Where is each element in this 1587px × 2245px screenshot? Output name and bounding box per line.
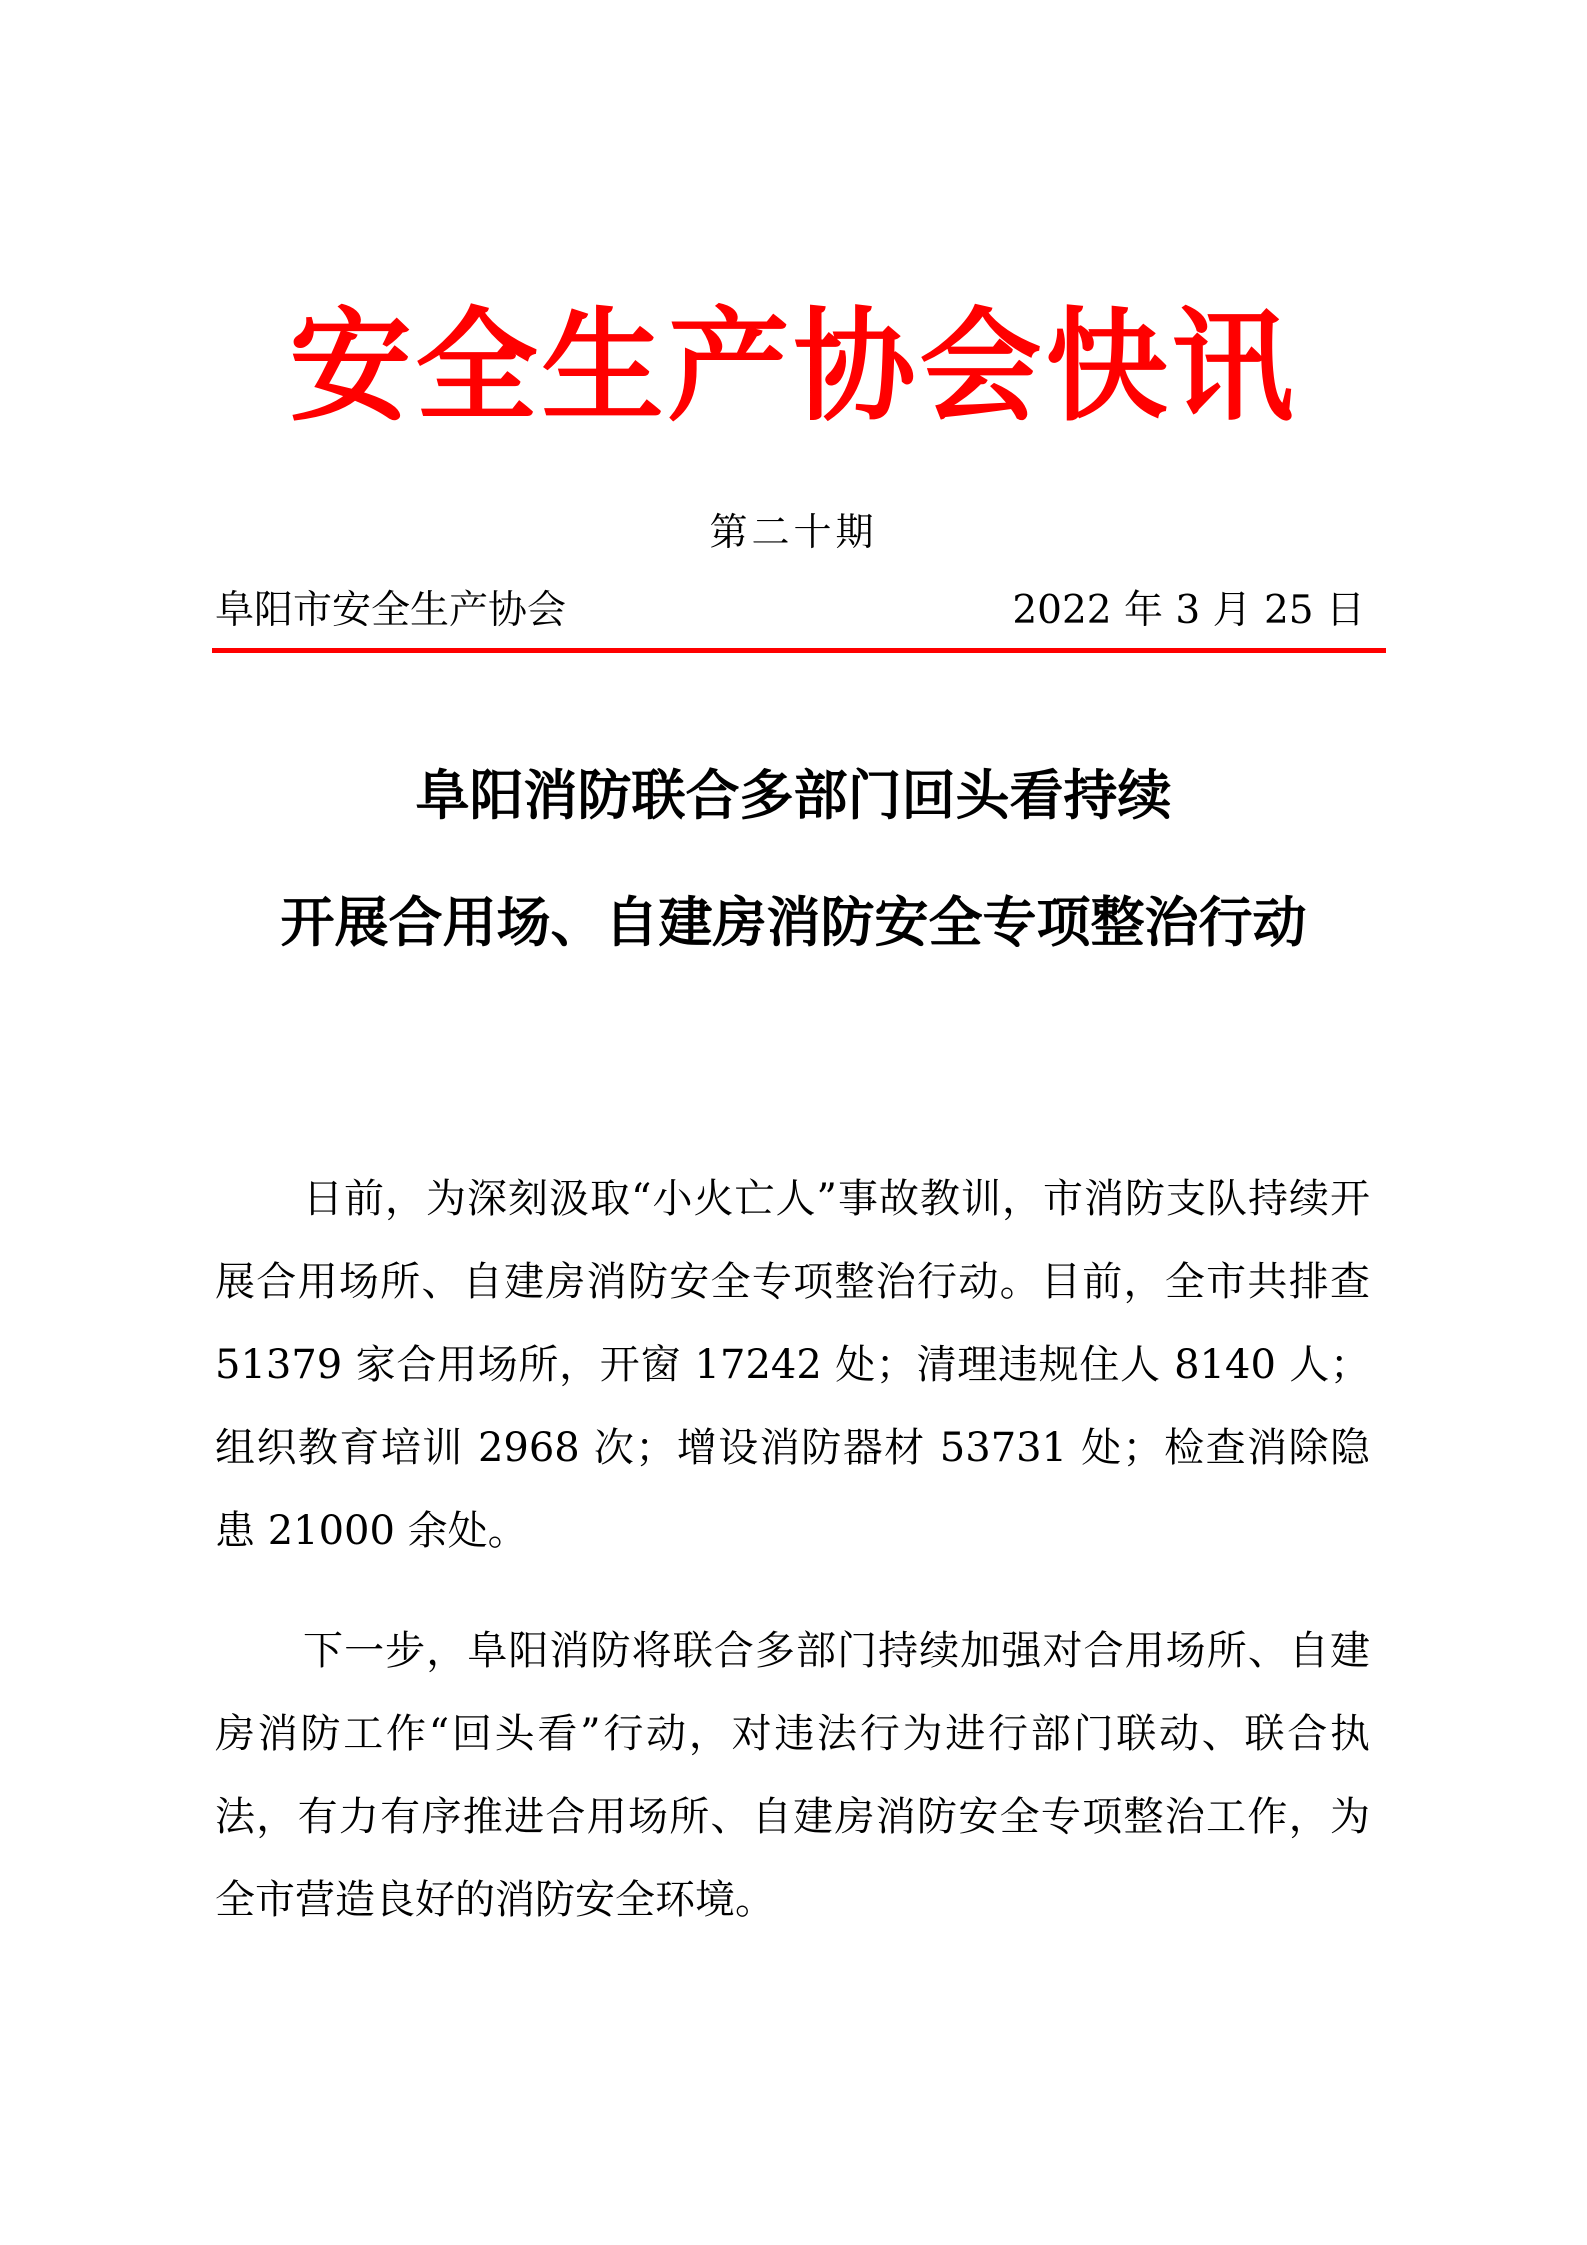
issue-number: 第二十期 xyxy=(709,510,878,554)
red-divider-rule xyxy=(212,648,1386,653)
organization-name: 阜阳市安全生产协会 xyxy=(215,588,567,633)
meta-row xyxy=(215,588,1365,634)
publish-date: 2022 年 3 月 25 日 xyxy=(1012,588,1365,633)
article-paragraph-1: 日前，为深刻汲取“小火亡人”事故教训，市消防支队持续开展合用场所、自建房消防安全专项整治行动。目前，全市共排查 51379 家合用场所，开窗 17242 处；清理违规住人 8140 人；组织教育培训 2968 次；增设消防器材 53731 处；检查消除隐患 21000 余处。 xyxy=(215,1176,1370,1554)
masthead-title: 安全生产协会快讯 xyxy=(289,294,1298,438)
article-title-line-2: 开展合用场、自建房消防安全专项整治行动 xyxy=(280,890,1307,954)
article-title-line-1: 阜阳消防联合多部门回头看持续 xyxy=(415,763,1172,827)
article-paragraph-2: 下一步，阜阳消防将联合多部门持续加强对合用场所、自建房消防工作“回头看”行动，对违法行为进行部门联动、联合执法，有力有序推进合用场所、自建房消防安全专项整治工作，为全市营造良好的消防安全环境。 xyxy=(215,1628,1370,1923)
